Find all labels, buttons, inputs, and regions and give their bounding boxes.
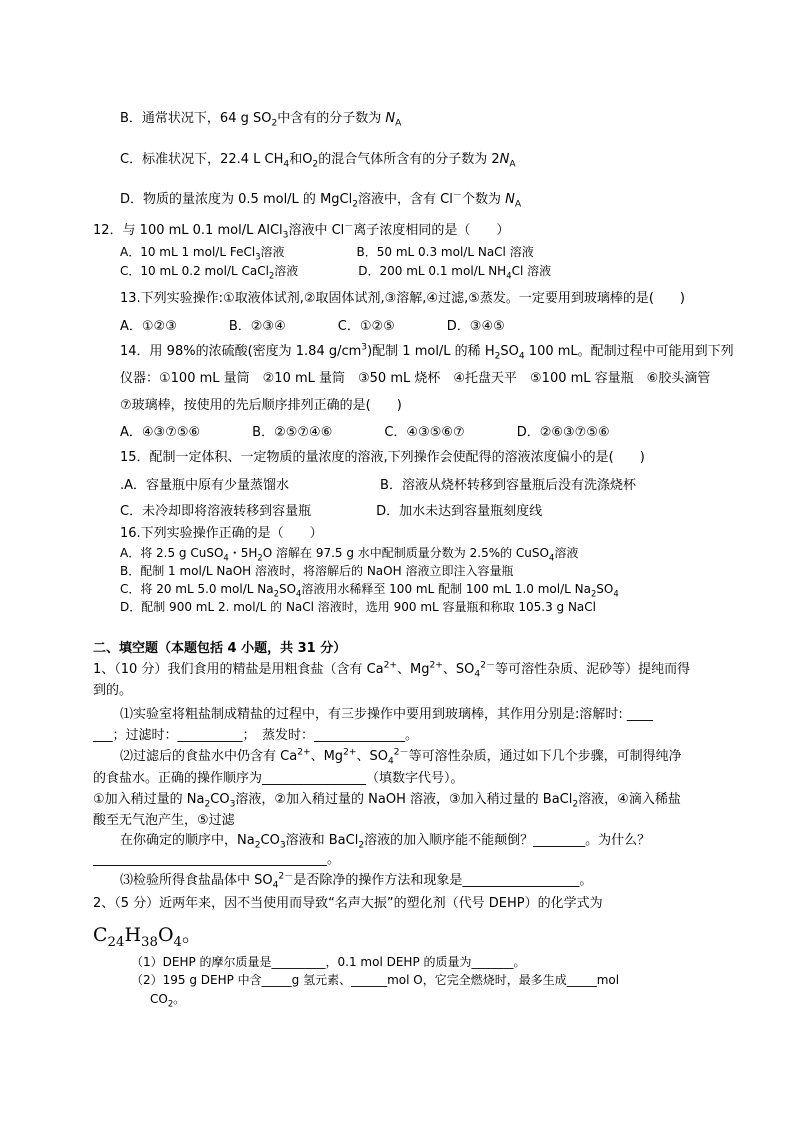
q12-options-ab: A．10 mL 1 mol/L FeCl$_3$溶液 B．50 mL 0.3 mol/L NaCl 溶液 xyxy=(120,245,534,262)
q16-stem: 16.下列实验操作正确的是（ ） xyxy=(120,526,323,541)
p1-question-1: 在你确定的顺序中，$Na_2CO_3$溶液和 BaCl$_2$溶液的加入顺序能不能颠倒？________。为什么？ xyxy=(120,833,651,851)
q15-options-cd: C．未冷却即将溶液转移到容量瓶 D．加水未达到容量瓶刻度线 xyxy=(120,504,543,519)
q11-option-c: C．标准状况下，22.4 L $CH_4$和$O_2$的混合气体所含有的分子数为 $2N_A$ xyxy=(120,152,516,170)
p2-formula: $C_{24}H_{38}O_4$。 xyxy=(93,924,202,950)
q12-options-cd: C．10 mL 0.2 mol/L CaCl$_2$溶液 D．200 mL 0.1 mol/L $NH_4Cl$ 溶液 xyxy=(120,264,552,281)
p1-steps-2: 酸至无气泡产生，⑤过滤 xyxy=(93,813,235,828)
p1-stem-2: 到的。 xyxy=(93,683,133,698)
q14-stem-1: 14．用 98%的浓硫酸(密度为 1.84 $g/cm^3$)配制 1 mol/L 的稀 $H_2SO_4$ 100 mL。配制过程中可能用到下列 xyxy=(120,342,734,362)
q14-options: A．④③⑦⑤⑥ B．②⑤⑦④⑥ C．④③⑤⑥⑦ D．②⑥③⑦⑤⑥ xyxy=(120,425,610,440)
q16-option-d: D．配制 900 mL 2. mol/L 的 NaCl 溶液时，选用 900 mL 容量瓶和称取 105.3 g NaCl xyxy=(120,600,596,614)
p1-part1-2: ___；过滤时：__________； 蒸发时：______________。 xyxy=(93,728,419,743)
p1-part2-1: ⑵过滤后的食盐水中仍含有 $Ca^{2+}$、$Mg^{2+}$、$SO_4^{2-}$等可溶性杂质，通过如下几个步骤，可制得纯净 xyxy=(120,747,682,767)
p2-stem: 2、（5 分）近两年来，因不当使用而导致“名声大振”的塑化剂（代号 DEHP）的化学式为 xyxy=(93,896,603,911)
section-2-heading: 二、填空题（本题包括 4 小题，共 31 分） xyxy=(93,641,347,656)
q13-options: A．①②③ B．②③④ C．①②⑤ D．③④⑤ xyxy=(120,319,505,334)
p2-part1: （1）DEHP 的摩尔质量是_________，0.1 mol DEHP 的质量为_______。 xyxy=(131,955,526,969)
q14-stem-3: ⑦玻璃棒，按使用的先后顺序排列正确的是( ) xyxy=(120,398,402,413)
q16-option-c: C．将 20 mL 5.0 mol/L $Na_2SO_4$溶液用水稀释至 100 mL 配制 100 mL 1.0 mol/L $Na_2SO_4$ xyxy=(120,582,619,599)
q14-stem-2: 仪器：①100 mL 量筒 ②10 mL 量筒 ③50 mL 烧杯 ④托盘天平 ⑤100 mL 容量瓶 ⑥胶头滴管 xyxy=(120,371,711,386)
p1-part2-2: 的食盐水。正确的操作顺序为________________（填数字代号）。 xyxy=(93,771,464,786)
q13-stem: 13.下列实验操作:①取液体试剂,②取固体试剂,③溶解,④过滤,⑤蒸发。一定要用到玻璃棒的是( ) xyxy=(120,291,685,306)
q15-stem: 15．配制一定体积、一定物质的量浓度的溶液,下列操作会使配得的溶液浓度偏小的是( ) xyxy=(120,450,645,465)
p2-part2-1: （2）195 g DEHP 中含_____g 氢元素、______mol O，它完全燃烧时，最多生成_____mol xyxy=(131,973,620,987)
q11-option-d: D．物质的量浓度为 0.5 mol/L 的 MgCl$_2$溶液中，含有 Cl－个数为 $N_A$ xyxy=(120,190,522,210)
p1-question-2: ____________________________________。 xyxy=(93,852,341,867)
q16-option-b: B．配制 1 mol/L NaOH 溶液时，将溶解后的 NaOH 溶液立即注入容量瓶 xyxy=(120,564,514,578)
p1-part3: ⑶检验所得食盐晶体中 $SO_4^{2-}$是否除净的操作方法和现象是__________________。 xyxy=(120,871,593,891)
p1-part1-1: ⑴实验室将粗盐制成精盐的过程中，有三步操作中要用到玻璃棒，其作用分别是:溶解时: ____ xyxy=(120,707,653,722)
q11-option-b: B．通常状况下，64 g $SO_2$中含有的分子数为 $N_A$ xyxy=(120,111,402,129)
q12-stem: 12．与 100 mL 0.1 mol/L AlCl$_3$溶液中 Cl－离子浓度相同的是（ ） xyxy=(93,221,510,241)
p2-part2-2: $CO_2$。 xyxy=(150,992,186,1009)
p1-stem-1: 1、（10 分）我们食用的精盐是用粗食盐（含有 $Ca^{2+}$、$Mg^{2+}$、$SO_4^{2-}$等可溶性杂质、泥砂等）提纯而得 xyxy=(93,660,691,680)
q16-option-a: A．将 2.5 g CuSO$_4$・$5H_2O$ 溶解在 97.5 g 水中配制质量分数为 2.5%的 CuSO$_4$溶液 xyxy=(120,546,579,563)
q15-options-ab: .A．容量瓶中原有少量蒸馏水 B．溶液从烧杯转移到容量瓶后没有洗涤烧杯 xyxy=(120,478,636,493)
p1-steps-1: ①加入稍过量的 $Na_2CO_3$溶液，②加入稍过量的 NaOH 溶液，③加入稍过量的 BaCl$_2$溶液，④滴入稀盐 xyxy=(93,792,681,810)
